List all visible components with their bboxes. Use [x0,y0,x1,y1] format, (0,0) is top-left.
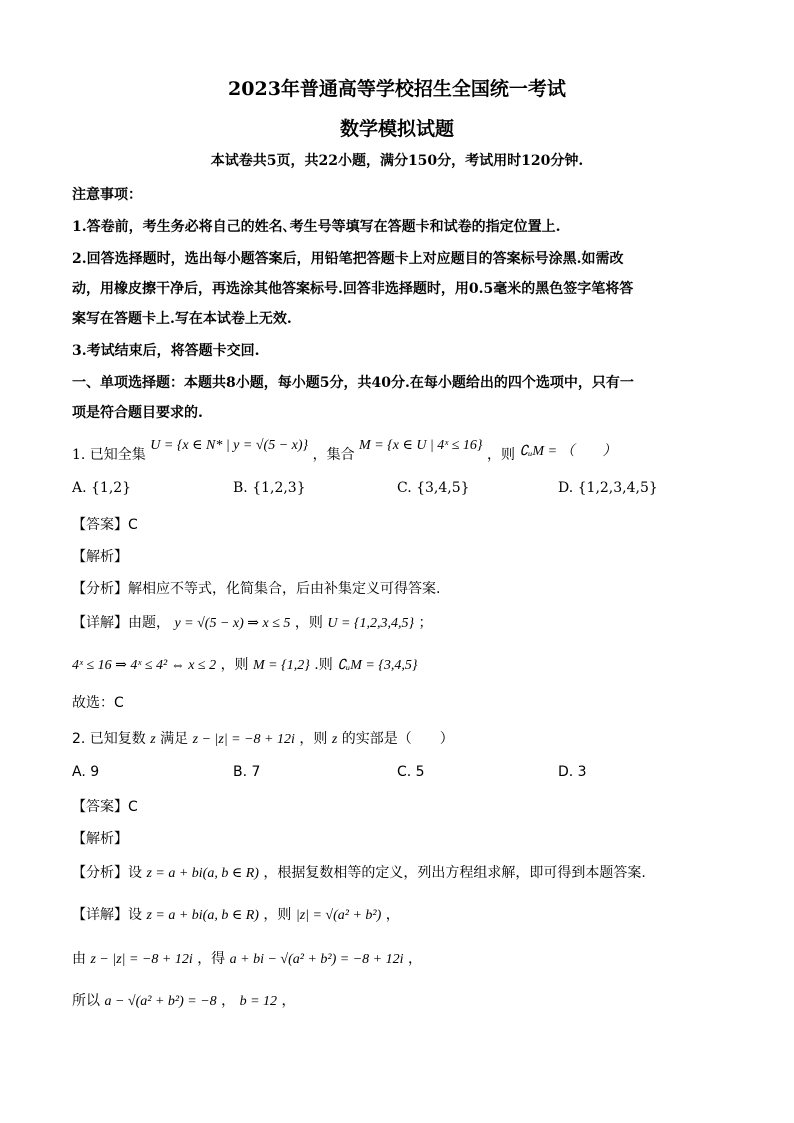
q2-option-b: B. 7 [233,764,261,780]
q2-l2-cond: z − |z| = −8 + 12i [90,952,193,967]
q1-option-b: B. {1,2,3} [233,480,306,496]
q2-detail-mid: ，则 [263,907,292,923]
q2-detail-line-2 [72,948,422,968]
q2-analysis-tag: 【解析】 [72,831,128,847]
exam-info: 本试卷共5页，共22小题，满分150分，考试用时120分钟. [210,153,584,169]
q1-step-a: 4ˣ ≤ 16 ⇒ 4ˣ ≤ 4² ⇔ x ≤ 2 [72,658,217,673]
q1-set-M: M = {x ∈ U | 4ˣ ≤ 16} [359,438,483,453]
q2-detail-end: ， [385,907,400,923]
q2-answer: 【答案】C [72,799,138,815]
note-1: 1.答卷前，考生务必将自己的姓名､考生号等填写在答题卡和试卷的指定位置上. [72,219,561,235]
q1-prefix: 1. 已知全集 [72,447,146,463]
q1-step-M: M = {1,2} [253,658,310,673]
q2-detail-line-3 [72,990,295,1010]
q1-detail-end: ； [418,615,433,631]
q2-l3-eq1: a − √(a² + b²) = −8 [104,994,217,1009]
q2-l2-pre: 由 [72,951,86,967]
q1-detail-prefix: 【详解】由题， [72,615,170,631]
section-heading-line-2: 项是符合题目要求的. [72,405,203,421]
q2-l2-end: ， [407,951,422,967]
q1-tail: ，则 [486,447,515,463]
q1-answer: 【答案】C [72,517,138,533]
q1-step-dot: .则 [314,657,333,673]
q1-fenxi: 【分析】解相应不等式，化简集合，后由补集定义可得答案. [72,581,441,597]
q1-detail-line-2 [72,654,418,674]
q2-prefix: 2. 已知复数 [72,731,146,747]
q1-option-a: A. {1,2} [72,480,132,496]
q1-mid: ，集合 [312,447,355,463]
q1-detail-U: U = {1,2,3,4,5} [327,616,415,631]
q2-fenxi-post: ，根据复数相等的定义，列出方程组求解，即可得到本题答案. [263,865,646,881]
q1-detail-line-1 [72,612,433,632]
q2-cond-pre: 满足 [160,731,189,747]
question-1 [72,438,617,464]
q2-ask: 的实部是（ ） [341,731,454,747]
q2-option-d: D. 3 [558,764,587,780]
q2-option-a: A. 9 [72,764,100,780]
q2-cond-post: ，则 [299,731,328,747]
note-2-line-3: 案写在答题卡上.写在本试卷上无效. [72,311,292,327]
q1-option-c: C. {3,4,5} [397,480,470,496]
q1-detail-mid: ，则 [294,615,323,631]
note-2-line-2: 动，用橡皮擦干净后，再选涂其他答案标号.回答非选择题时，用0.5毫米的黑色签字笔将答 [72,281,634,297]
q2-l3-end: ， [281,993,296,1009]
q2-z: z [150,732,156,747]
q2-fenxi-pre: 【分析】设 [72,865,142,881]
q2-detail-pre: 【详解】设 [72,907,142,923]
q2-cond: z − |z| = −8 + 12i [192,732,295,747]
exam-title: 2023年普通高等学校招生全国统一考试 [228,78,566,100]
q1-step-mid: ，则 [220,657,249,673]
section-heading-line-1: 一、单项选择题：本题共8小题，每小题5分，共40分.在每小题给出的四个选项中，只有一 [72,375,634,391]
q2-l3-eq2: b = 12 [239,994,278,1009]
exam-subtitle: 数学模拟试题 [339,118,454,140]
notes-heading: 注意事项： [72,187,142,203]
q2-fenxi [72,862,646,882]
q2-fenxi-math: z = a + bi(a, b ∈ R) [146,866,259,881]
q2-detail-math: z = a + bi(a, b ∈ R) [146,908,259,923]
q1-set-U: U = {x ∈ N* | y = √(5 − x)} [150,438,309,453]
question-2 [72,728,454,748]
q1-question: ∁ᵤM = （ ） [519,444,617,459]
q2-detail-abs: |z| = √(a² + b²) [295,908,382,923]
q2-l2-eq: a + bi − √(a² + b²) = −8 + 12i [229,952,404,967]
q2-option-c: C. 5 [397,764,425,780]
note-3: 3.考试结束后，将答题卡交回. [72,343,260,359]
q1-choose: 故选：C [72,695,124,711]
note-2-line-1: 2.回答选择题时，选出每小题答案后，用铅笔把答题卡上对应题目的答案标号涂黑.如需改 [72,251,624,267]
q2-detail-line-1 [72,904,400,924]
q2-l3-pre: 所以 [72,993,100,1009]
q1-option-d: D. {1,2,3,4,5} [558,480,658,496]
q2-l2-mid: ，得 [197,951,226,967]
q1-analysis-tag: 【解析】 [72,549,128,565]
q2-l3-sep: ， [221,993,236,1009]
q2-z2: z [331,732,338,747]
q1-detail-math: y = √(5 − x) ⇒ x ≤ 5 [174,616,291,631]
q1-step-c: ∁ᵤM = {3,4,5} [337,658,418,673]
